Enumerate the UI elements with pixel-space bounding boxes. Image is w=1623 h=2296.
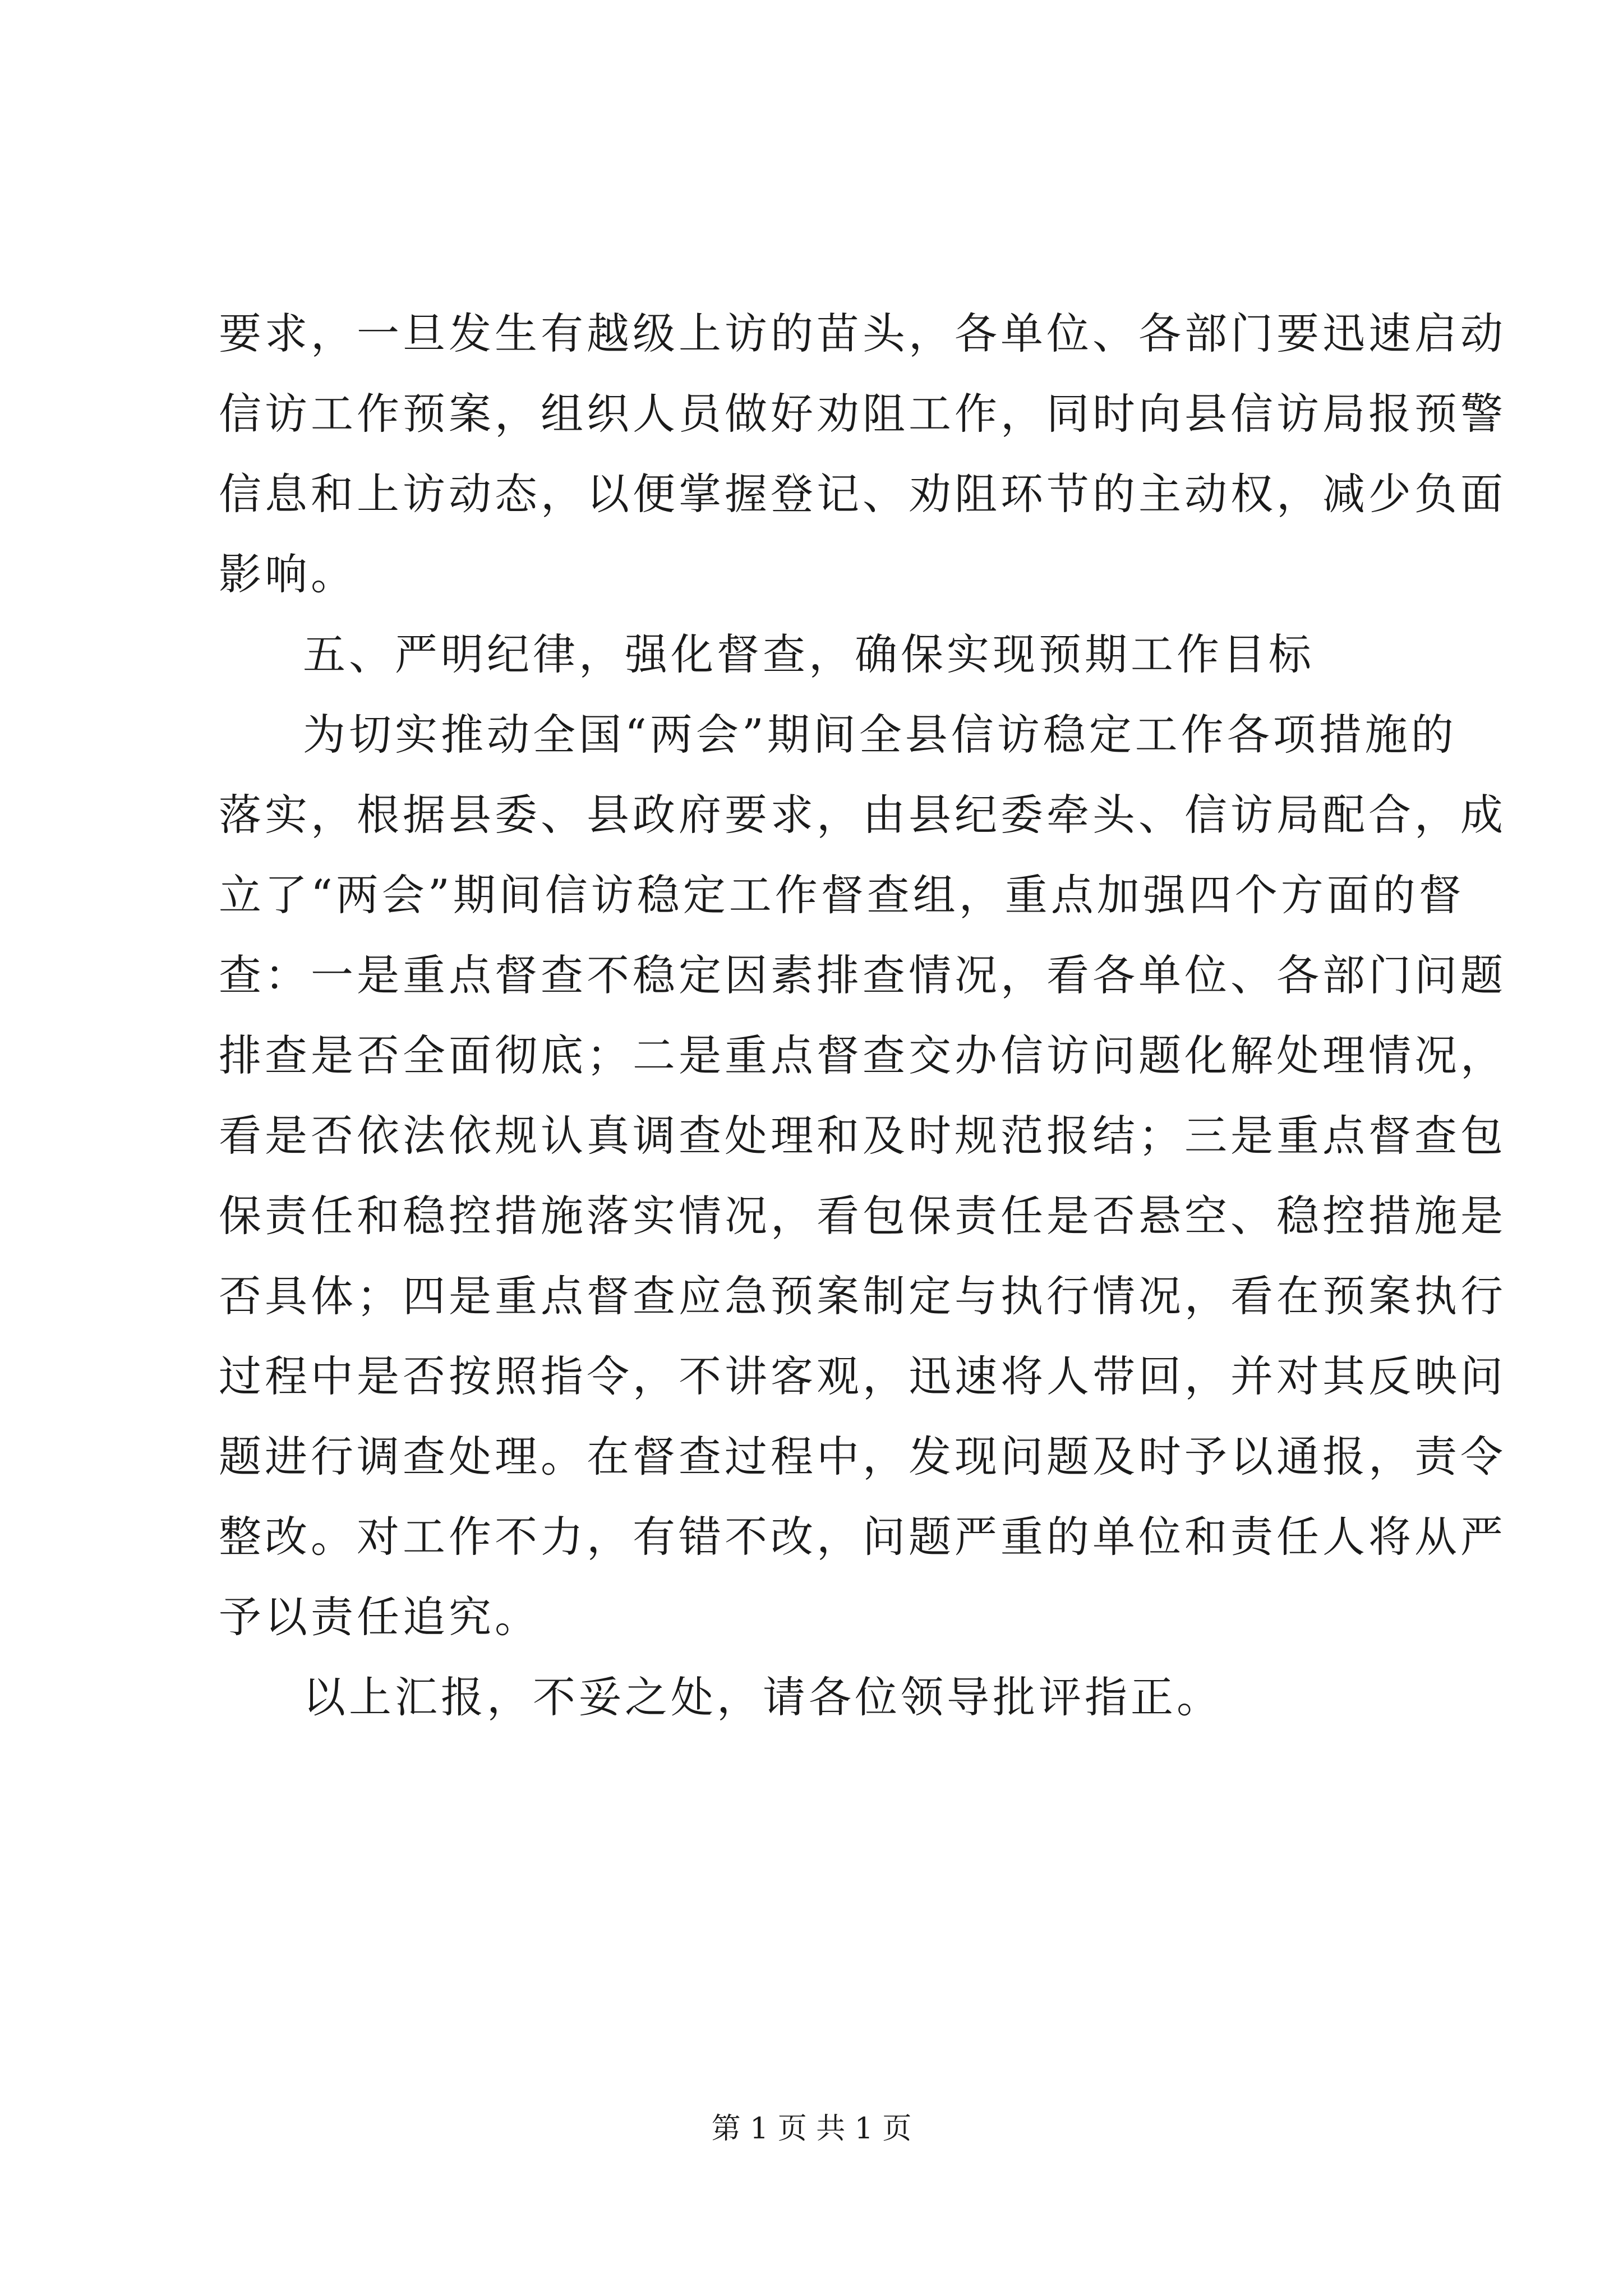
paragraph-line: 题进行调查处理。在督查过程中，发现问题及时予以通报，责令 xyxy=(219,1432,1506,1481)
paragraph-line: 看是否依法依规认真调查处理和及时规范报结；三是重点督查包 xyxy=(219,1111,1506,1161)
paragraph-line: 保责任和稳控措施落实情况，看包保责任是否悬空、稳控措施是 xyxy=(219,1191,1506,1241)
section-heading: 五、严明纪律，强化督查，确保实现预期工作目标 xyxy=(303,629,1315,679)
paragraph-line: 整改。对工作不力，有错不改，问题严重的单位和责任人将从严 xyxy=(219,1512,1506,1562)
closing-line: 以上汇报，不妥之处，请各位领导批评指正。 xyxy=(303,1672,1223,1722)
paragraph-line: 排查是否全面彻底；二是重点督查交办信访问题化解处理情况， xyxy=(219,1030,1506,1080)
paragraph-line: 落实，根据县委、县政府要求，由县纪委牵头、信访局配合，成 xyxy=(219,790,1506,840)
paragraph-line: 要求，一旦发生有越级上访的苗头，各单位、各部门要迅速启动 xyxy=(219,309,1506,358)
paragraph-line: 影响。 xyxy=(219,549,357,599)
paragraph-line: 否具体；四是重点督查应急预案制定与执行情况，看在预案执行 xyxy=(219,1271,1506,1321)
paragraph-line: 信访工作预案，组织人员做好劝阻工作，同时向县信访局报预警 xyxy=(219,389,1506,439)
paragraph-line: 过程中是否按照指令，不讲客观，迅速将人带回，并对其反映问 xyxy=(219,1351,1506,1401)
paragraph-line: 予以责任追究。 xyxy=(219,1592,541,1642)
paragraph-line: 信息和上访动态，以便掌握登记、劝阻环节的主动权，减少负面 xyxy=(219,469,1506,519)
paragraph-line: 为切实推动全国“两会”期间全县信访稳定工作各项措施的 xyxy=(303,710,1457,760)
page-footer: 第 1 页 共 1 页 xyxy=(711,2112,912,2146)
paragraph-line: 查：一是重点督查不稳定因素排查情况，看各单位、各部门问题 xyxy=(219,950,1506,1000)
paragraph-line: 立了“两会”期间信访稳定工作督查组，重点加强四个方面的督 xyxy=(219,870,1465,920)
